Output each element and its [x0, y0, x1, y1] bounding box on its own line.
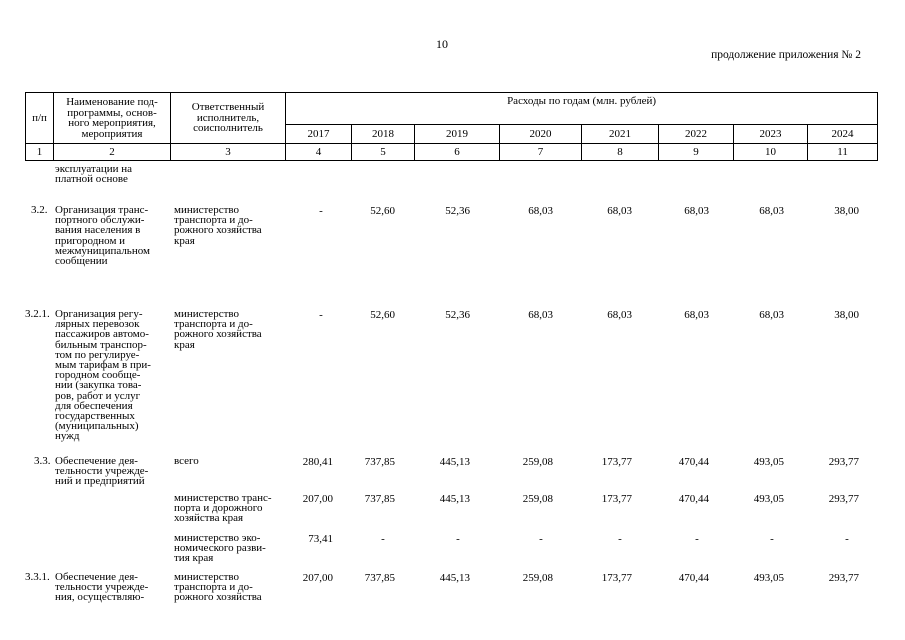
- row-executor: министерство транспорта и до- рожного хозяйства края: [174, 308, 262, 351]
- carryover-text: эксплуатации на платной основе: [55, 163, 133, 186]
- index-cell: 4: [286, 144, 352, 161]
- value-cell: 293,77: [828, 493, 859, 505]
- value-cell: -: [770, 533, 774, 545]
- value-cell: 280,41: [302, 456, 333, 468]
- value-cell: -: [539, 533, 543, 545]
- year-cell: 2022: [659, 125, 734, 144]
- value-cell: 737,85: [364, 456, 395, 468]
- value-cell: 68,03: [684, 205, 709, 217]
- value-cell: 68,03: [528, 205, 553, 217]
- value-cell: -: [845, 533, 849, 545]
- header-name: Наименование под- программы, основ- ного мероприятия, мероприятия: [54, 93, 171, 144]
- value-cell: 493,05: [753, 572, 784, 584]
- row-name: Обеспечение дея- тельности учрежде- ния, осуществляю-: [55, 571, 149, 604]
- index-cell: 3: [171, 144, 286, 161]
- value-cell: 293,77: [828, 572, 859, 584]
- value-cell: 68,03: [759, 205, 784, 217]
- value-cell: 68,03: [607, 309, 632, 321]
- value-cell: 173,77: [601, 493, 632, 505]
- value-cell: -: [319, 205, 323, 217]
- value-cell: -: [695, 533, 699, 545]
- value-cell: 259,08: [522, 572, 553, 584]
- index-cell: 11: [808, 144, 878, 161]
- header-index-row: [26, 144, 878, 161]
- row-executor: министерство транс- порта и дорожного хозяйства края: [174, 492, 272, 525]
- value-cell: 445,13: [439, 572, 470, 584]
- value-cell: 52,60: [370, 205, 395, 217]
- row-number: 3.2.1.: [25, 308, 50, 320]
- value-cell: 173,77: [601, 572, 632, 584]
- header-table: [25, 92, 878, 161]
- value-cell: 470,44: [678, 572, 709, 584]
- value-cell: 38,00: [834, 309, 859, 321]
- value-cell: -: [319, 309, 323, 321]
- value-cell: 493,05: [753, 456, 784, 468]
- row-name: Организация транс- портного обслужи- вания населения в пригородном и межмуниципальном сообщении: [55, 204, 150, 268]
- page-number: 10: [436, 37, 448, 51]
- row-number: 3.3.1.: [25, 571, 50, 583]
- value-cell: 52,36: [445, 309, 470, 321]
- value-cell: 259,08: [522, 456, 553, 468]
- value-cell: 173,77: [601, 456, 632, 468]
- value-cell: 493,05: [753, 493, 784, 505]
- row-number: 3.2.: [31, 204, 48, 216]
- value-cell: 73,41: [308, 533, 333, 545]
- year-cell: 2019: [415, 125, 500, 144]
- row-executor: министерство транспорта и до- рожного хозяйства края: [174, 204, 262, 247]
- value-cell: 52,60: [370, 309, 395, 321]
- year-cell: 2017: [286, 125, 352, 144]
- value-cell: 293,77: [828, 456, 859, 468]
- continuation-label: продолжение приложения № 2: [711, 49, 861, 61]
- row-name: Организация регу- лярных перевозок пассажиров автомо- бильным транспор- том по регулируе- мым тарифам в при- городном сообще- нии (закупка това- ров, работ и услуг для обеспечения государственных (муниципальных) нужд: [55, 308, 151, 443]
- row-name: Обеспечение дея- тельности учрежде- ний и предприятий: [55, 455, 149, 488]
- value-cell: 207,00: [302, 493, 333, 505]
- value-cell: 445,13: [439, 456, 470, 468]
- year-cell: 2021: [582, 125, 659, 144]
- row-executor: всего: [174, 455, 199, 467]
- value-cell: 737,85: [364, 493, 395, 505]
- value-cell: 470,44: [678, 493, 709, 505]
- header-num: п/п: [26, 93, 54, 144]
- header-costs: Расходы по годам (млн. рублей): [286, 93, 878, 125]
- index-cell: 9: [659, 144, 734, 161]
- index-cell: 10: [734, 144, 808, 161]
- value-cell: 68,03: [684, 309, 709, 321]
- index-cell: 6: [415, 144, 500, 161]
- year-cell: 2024: [808, 125, 878, 144]
- row-number: 3.3.: [34, 455, 51, 467]
- value-cell: 207,00: [302, 572, 333, 584]
- header-executor: Ответственный исполнитель, соисполнитель: [171, 93, 286, 144]
- year-cell: 2020: [500, 125, 582, 144]
- value-cell: 52,36: [445, 205, 470, 217]
- value-cell: 259,08: [522, 493, 553, 505]
- year-cell: 2023: [734, 125, 808, 144]
- value-cell: 68,03: [528, 309, 553, 321]
- value-cell: 737,85: [364, 572, 395, 584]
- index-cell: 8: [582, 144, 659, 161]
- index-cell: 5: [352, 144, 415, 161]
- value-cell: -: [456, 533, 460, 545]
- index-cell: 1: [26, 144, 54, 161]
- value-cell: 68,03: [759, 309, 784, 321]
- value-cell: 68,03: [607, 205, 632, 217]
- value-cell: -: [381, 533, 385, 545]
- value-cell: -: [618, 533, 622, 545]
- value-cell: 445,13: [439, 493, 470, 505]
- value-cell: 470,44: [678, 456, 709, 468]
- row-executor: министерство эко- номического разви- тия края: [174, 532, 266, 565]
- index-cell: 7: [500, 144, 582, 161]
- index-cell: 2: [54, 144, 171, 161]
- value-cell: 38,00: [834, 205, 859, 217]
- row-executor: министерство транспорта и до- рожного хозяйства: [174, 571, 262, 604]
- year-cell: 2018: [352, 125, 415, 144]
